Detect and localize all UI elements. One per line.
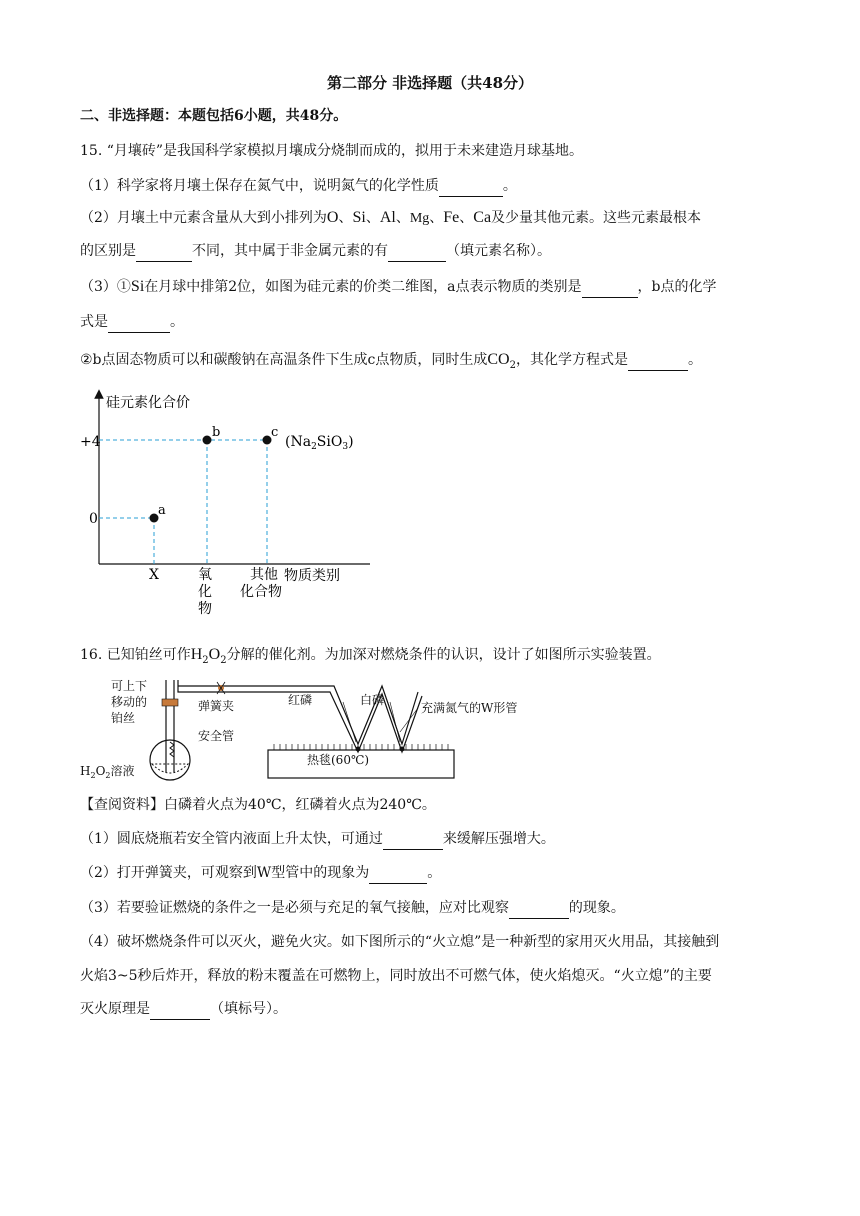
q16-reference: 【查阅资料】白磷着火点为40℃，红磷着火点为240℃。	[80, 797, 436, 813]
data-points	[150, 436, 272, 523]
category-label-oxide-2: 化	[198, 584, 212, 600]
q16-part4-line3: 灭火原理是 （填标号）。	[80, 999, 287, 1020]
label-white-phosphorus: 白磷	[360, 693, 385, 707]
label-movable-2: 移动的	[111, 695, 148, 709]
label-safety-tube: 安全管	[198, 729, 235, 743]
answer-blank[interactable]	[388, 241, 446, 262]
answer-blank[interactable]	[582, 277, 638, 298]
q15-part4: ②b点固态物质可以和碳酸钠在高温条件下生成c点物质，同时生成$CO_2$，其化学方程式是 。	[80, 351, 702, 371]
point-label-c: c	[271, 425, 279, 440]
stopper	[162, 699, 178, 706]
point-label-b: b	[212, 425, 221, 440]
element-ca: Ca	[473, 209, 492, 226]
x-axis-label: 物质类别	[284, 568, 340, 584]
answer-blank[interactable]	[108, 312, 170, 333]
leader-w-tube	[400, 708, 418, 732]
category-label-other-2: 化合物	[240, 584, 282, 600]
q15-part3-line2: 式是 。	[80, 312, 184, 333]
experiment-apparatus	[78, 672, 558, 784]
guide-lines	[99, 440, 267, 564]
element-al: Al	[379, 209, 396, 226]
q16-part3: （3）若要验证燃烧的条件之一是必须与充足的氧气接触，应对比观察 的现象。	[80, 898, 625, 919]
leader-red	[343, 702, 356, 742]
q16-part2: （2）打开弹簧夹，可观察到W型管中的现象为 。	[80, 863, 441, 884]
point-label-a: a	[158, 503, 166, 518]
q16-part1: （1）圆底烧瓶若安全管内液面上升太快，可通过 来缓解压强增大。	[80, 829, 555, 850]
element-si: Si	[130, 278, 145, 295]
q16-intro: 16. 已知铂丝可作$H_2O_2$分解的催化剂。为加深对燃烧条件的认识，设计了如图所示实验装置。	[80, 646, 661, 666]
label-heat-blanket: 热毯(60℃)	[307, 753, 370, 767]
q15-part3-line1: （3）①Si在月球中排第2位，如图为硅元素的价类二维图，a点表示物质的类别是 ，b点的化学	[80, 277, 717, 298]
answer-blank[interactable]	[628, 350, 688, 371]
point-annotation-c: $(Na_2SiO_3)$	[285, 434, 354, 452]
element-si: Si	[352, 209, 366, 226]
q15-intro: 15. “月壤砖”是我国科学家模拟月壤成分烧制而成的，拟用于未来建造月球基地。	[80, 143, 584, 159]
q15-part1: （1）科学家将月壤土保存在氮气中，说明氮气的化学性质 。	[80, 176, 517, 197]
category-label-x: X	[149, 567, 159, 583]
q15-part2-line2: 的区别是 不同，其中属于非金属元素的有 （填元素名称）。	[80, 241, 551, 262]
solution-level	[152, 764, 188, 773]
answer-blank[interactable]	[439, 176, 503, 197]
label-movable-1: 可上下	[111, 679, 148, 693]
label-spring-clamp: 弹簧夹	[198, 699, 235, 713]
q16-part4-line1: （4）破坏燃烧条件可以灭火，避免火灾。如下图所示的“火立熄”是一种新型的家用灭火用品，其接触到	[80, 934, 720, 950]
y-axis-label: 硅元素化合价	[106, 395, 190, 411]
answer-blank[interactable]	[383, 829, 443, 850]
category-label-oxide-3: 物	[198, 601, 212, 617]
label-platinum-wire: 铂丝	[111, 711, 136, 725]
section-heading: 二、非选择题：本题包括6小题，共48分。	[80, 108, 348, 124]
category-label-oxide-1: 氧	[198, 567, 212, 583]
answer-blank[interactable]	[369, 863, 427, 884]
answer-blank[interactable]	[509, 898, 569, 919]
valence-class-chart	[80, 384, 400, 624]
answer-blank[interactable]	[150, 999, 210, 1020]
label-red-phosphorus: 红磷	[288, 693, 313, 707]
y-tick-label: 0	[89, 511, 98, 527]
q16-part4-line2: 火焰3~5秒后炸开，释放的粉末覆盖在可燃物上，同时放出不可燃气体，使火焰熄灭。“火立熄”的主要	[80, 968, 712, 984]
element-fe: Fe	[443, 209, 460, 226]
wire-coil	[170, 742, 174, 757]
label-h2o2-solution: $H_2O_2$溶液	[80, 764, 135, 780]
y-tick-label: +4	[80, 434, 101, 450]
round-bottom-flask	[150, 740, 190, 780]
answer-blank[interactable]	[136, 241, 192, 262]
category-label-other-1: 其他	[250, 567, 278, 583]
q15-part2-line1: （2）月壤土中元素含量从大到小排列为O、Si、Al、Mg、Fe、Ca及少量其他元素。这些元素最根本	[80, 209, 702, 226]
part-title: 第二部分 非选择题（共48分）	[326, 74, 534, 92]
element-mg: Mg	[409, 211, 430, 226]
data-point-b	[203, 436, 212, 445]
label-w-tube: 充满氮气的W形管	[421, 701, 518, 715]
element-o: O	[326, 209, 339, 226]
